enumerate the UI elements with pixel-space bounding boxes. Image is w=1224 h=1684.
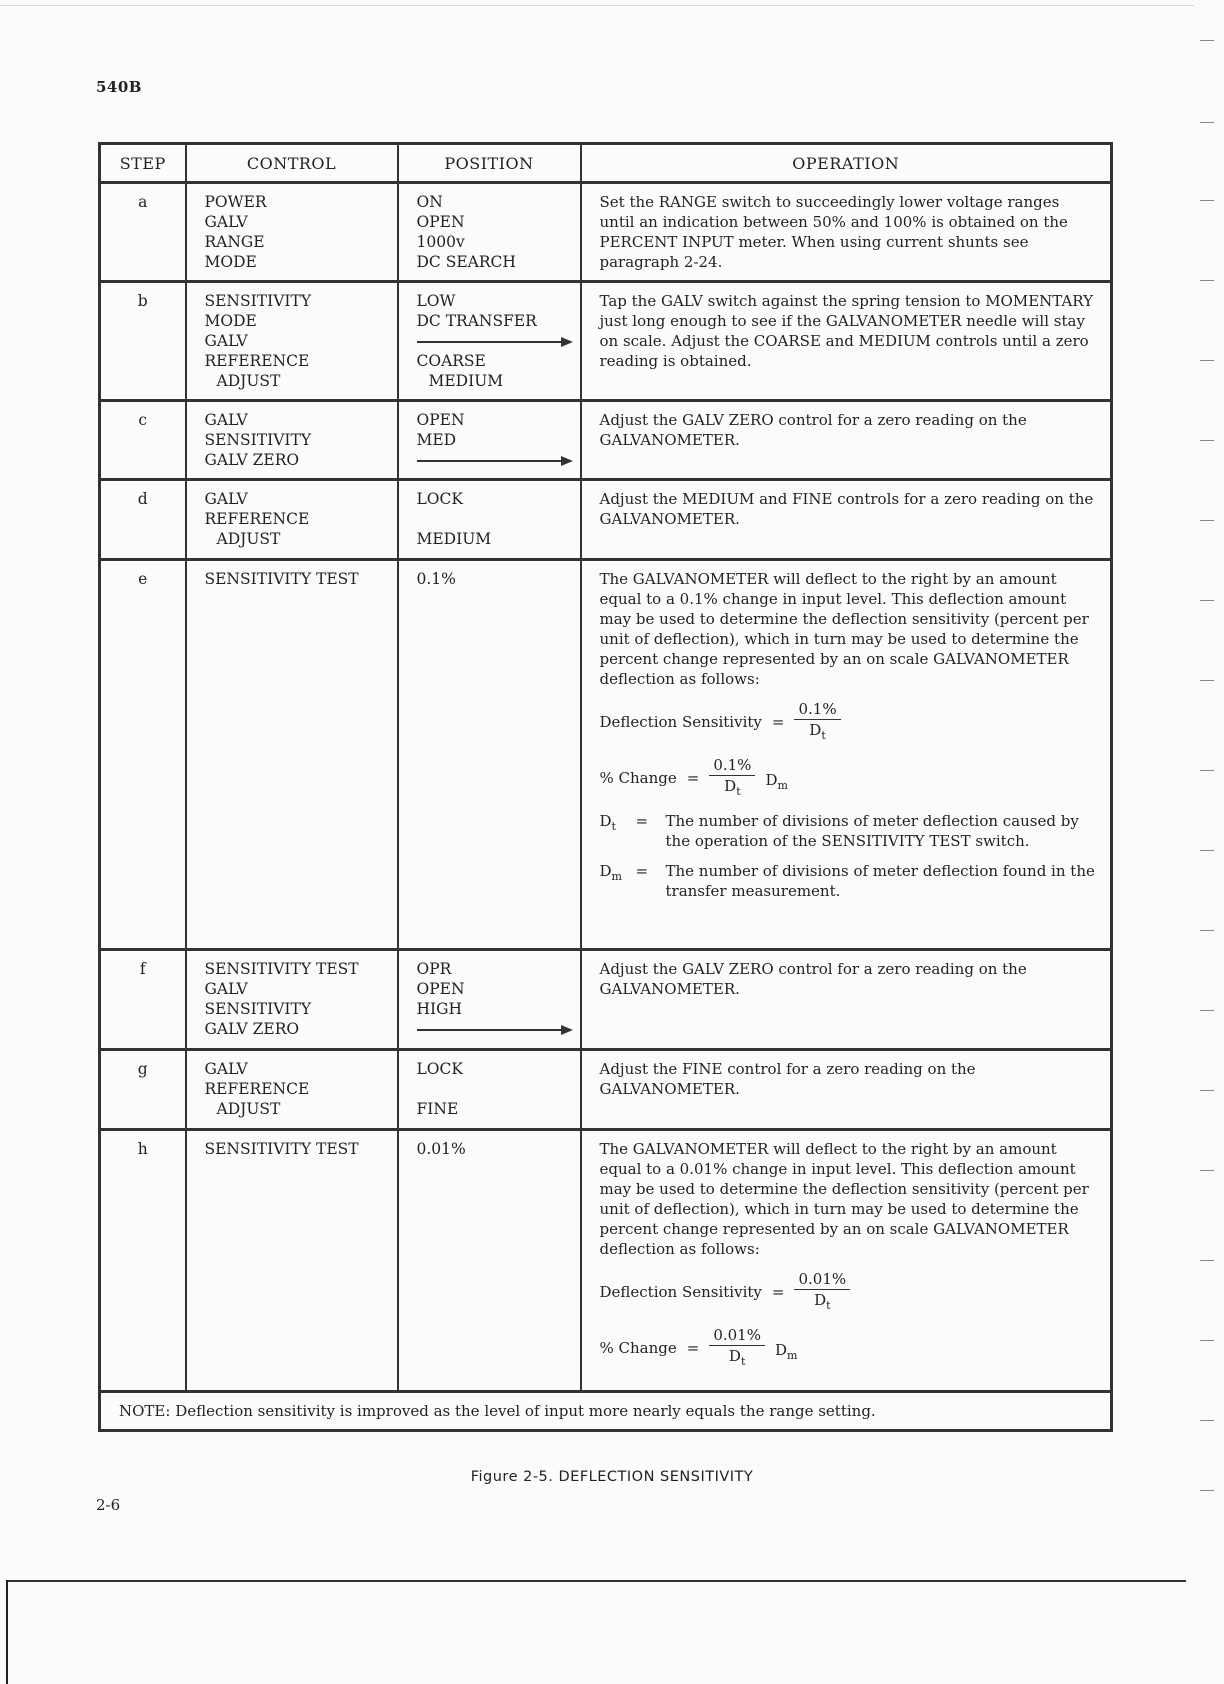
control-cell: [186, 480, 398, 560]
control-line: REFERENCE: [204, 510, 310, 528]
symbol-subscript: m: [787, 1349, 798, 1362]
control-cell: [186, 1130, 398, 1392]
operation-text: The GALVANOMETER will deflect to the right by an amount equal to a 0.1% change in input level. This deflection amount may be used to determine the deflection sensitivity (percent per unit of deflection), which in turn may be used to determine the percent change represented by an on scale GALVANOMETER deflection as follows:: [599, 570, 1089, 688]
margin-tick: [1200, 1420, 1214, 1421]
position-line: [417, 509, 568, 529]
definition-dt: [600, 811, 1099, 851]
symbol-subscript: m: [611, 870, 622, 883]
right-arrow-icon: [417, 1019, 573, 1039]
note-row: [100, 1392, 1112, 1431]
operation-cell: [581, 1130, 1112, 1392]
control-cell: [186, 950, 398, 1050]
numerator: 0.01%: [794, 1269, 850, 1290]
position-line: 0.1%: [416, 570, 456, 588]
operation-cell: Adjust the GALV ZERO control for a zero reading on the GALVANOMETER.: [581, 401, 1112, 480]
position-line: HIGH: [416, 1000, 463, 1018]
margin-tick: [1200, 40, 1214, 41]
position-line: MEDIUM: [428, 372, 504, 390]
position-line: LOW: [416, 292, 456, 310]
position-line: [417, 1079, 568, 1099]
margin-tick: [1200, 1170, 1214, 1171]
position-cell: [398, 950, 581, 1050]
table-row: [100, 560, 1112, 950]
control-line: SENSITIVITY TEST: [204, 960, 359, 978]
control-line: SENSITIVITY: [204, 292, 312, 310]
denominator: [810, 1290, 834, 1316]
control-line: SENSITIVITY TEST: [204, 1140, 359, 1158]
fraction: [794, 1269, 850, 1316]
symbol-base: D: [728, 1346, 741, 1365]
symbol-base: D: [599, 812, 612, 830]
definition-symbol: [600, 811, 636, 851]
definition-dm: [600, 861, 1099, 901]
margin-tick: [1200, 122, 1214, 123]
margin-tick: [1200, 850, 1214, 851]
position-line: OPR: [416, 960, 452, 978]
position-cell: [398, 183, 581, 282]
operation-cell: Adjust the MEDIUM and FINE controls for a zero reading on the GALVANOMETER.: [581, 480, 1112, 560]
denominator: [805, 720, 829, 746]
formula-label: % Change: [599, 1339, 677, 1357]
control-cell: [186, 282, 398, 401]
symbol-subscript: t: [821, 728, 826, 742]
numerator: 0.1%: [794, 699, 840, 720]
step-cell: d: [100, 480, 186, 560]
fraction: [794, 699, 840, 746]
margin-tick: [1200, 1340, 1214, 1341]
definition-text: The number of divisions of meter deflection found in the transfer measurement.: [665, 862, 1095, 900]
position-line: 0.01%: [416, 1140, 466, 1158]
margin-tick: [1200, 600, 1214, 601]
equals-sign: =: [635, 862, 649, 880]
table-row: [100, 282, 1112, 401]
denominator: [725, 1346, 749, 1372]
header-step: STEP: [100, 144, 186, 183]
position-line: DC SEARCH: [416, 253, 516, 271]
table-row: [100, 183, 1112, 282]
margin-tick: [1200, 200, 1214, 201]
operation-cell: Adjust the FINE control for a zero reading on the GALVANOMETER.: [581, 1050, 1112, 1130]
position-line: ON: [416, 193, 443, 211]
margin-tick: [1200, 680, 1214, 681]
fraction: [709, 1325, 765, 1372]
equals-sign: =: [771, 713, 785, 731]
symbol-base: D: [809, 720, 822, 739]
position-cell: [398, 560, 581, 950]
header-control: CONTROL: [186, 144, 398, 183]
control-line: GALV: [204, 411, 248, 429]
control-line: POWER: [204, 193, 267, 211]
left-edge-bar: [6, 1580, 8, 1684]
top-rule: [0, 5, 1194, 6]
denominator: [720, 776, 744, 802]
control-cell: [186, 560, 398, 950]
control-cell: [186, 401, 398, 480]
symbol-base: D: [814, 1290, 827, 1309]
margin-tick: [1200, 1090, 1214, 1091]
symbol-subscript: t: [736, 784, 741, 798]
formula-label: Deflection Sensitivity: [599, 1283, 762, 1301]
control-line: MODE: [204, 312, 257, 330]
position-line: OPEN: [416, 980, 465, 998]
equals-sign: =: [635, 812, 649, 830]
margin-tick: [1200, 280, 1214, 281]
step-cell: b: [100, 282, 186, 401]
numerator: 0.01%: [709, 1325, 765, 1346]
right-arrow-icon: [417, 331, 573, 351]
control-line: GALV: [204, 213, 248, 231]
control-line: GALV ZERO: [204, 451, 300, 469]
control-line: GALV: [204, 332, 248, 350]
fraction: [709, 755, 755, 802]
symbol-base: D: [765, 771, 778, 789]
operation-text: The GALVANOMETER will deflect to the right by an amount equal to a 0.01% change in input level. This deflection amount may be used to determine the deflection sensitivity (percent per unit of deflection), which in turn may be used to determine the percent change represented by an on scale GALVANOMETER deflection as follows:: [599, 1140, 1089, 1258]
control-line: SENSITIVITY: [204, 431, 312, 449]
position-line: 1000v: [416, 233, 465, 251]
control-line: ADJUST: [216, 372, 281, 390]
control-line: ADJUST: [216, 1100, 281, 1118]
multiplier: [765, 770, 787, 796]
header-operation: OPERATION: [581, 144, 1112, 183]
definition-symbol: [600, 861, 636, 901]
step-cell: a: [100, 183, 186, 282]
position-line: LOCK: [416, 490, 463, 508]
control-line: MODE: [204, 253, 257, 271]
margin-tick: [1200, 1260, 1214, 1261]
control-cell: [186, 183, 398, 282]
step-cell: f: [100, 950, 186, 1050]
control-line: REFERENCE: [204, 1080, 310, 1098]
step-cell: e: [100, 560, 186, 950]
control-line: REFERENCE: [204, 352, 310, 370]
table-row: [100, 1050, 1112, 1130]
operation-cell: Tap the GALV switch against the spring tension to MOMENTARY just long enough to see if the GALVANOMETER needle will stay on scale. Adjust the COARSE and MEDIUM controls until a zero reading is obtained.: [581, 282, 1112, 401]
table-row: [100, 950, 1112, 1050]
operation-cell: Set the RANGE switch to succeedingly lower voltage ranges until an indication between 50% and 100% is obtained on the PERCENT INPUT meter. When using current shunts see paragraph 2-24.: [581, 183, 1112, 282]
margin-tick: [1200, 360, 1214, 361]
header-position: POSITION: [398, 144, 581, 183]
sensitivity-formula: [600, 1269, 1099, 1315]
equals-sign: =: [686, 769, 700, 787]
position-line: FINE: [416, 1100, 459, 1118]
position-line: OPEN: [416, 411, 465, 429]
table-row: [100, 1130, 1112, 1392]
figure-caption: Figure 2-5. DEFLECTION SENSITIVITY: [470, 1469, 754, 1485]
deflection-sensitivity-table: [98, 142, 1113, 1432]
table-row: [100, 401, 1112, 480]
control-line: RANGE: [204, 233, 265, 251]
control-line: GALV: [204, 1060, 248, 1078]
numerator: 0.1%: [709, 755, 755, 776]
table-row: [100, 480, 1112, 560]
header-row: [100, 144, 1112, 183]
symbol-subscript: t: [611, 820, 616, 833]
equals-sign: =: [771, 1283, 785, 1301]
step-cell: h: [100, 1130, 186, 1392]
margin-tick: [1200, 440, 1214, 441]
sensitivity-formula: [600, 699, 1099, 745]
margin-tick: [1200, 770, 1214, 771]
percent-change-formula: [600, 755, 1099, 801]
equals-sign: =: [686, 1339, 700, 1357]
position-line: OPEN: [416, 213, 465, 231]
position-cell: [398, 480, 581, 560]
margin-tick: [1200, 1010, 1214, 1011]
operation-cell: Adjust the GALV ZERO control for a zero reading on the GALVANOMETER.: [581, 950, 1112, 1050]
position-line: COARSE: [416, 352, 486, 370]
control-line: SENSITIVITY: [204, 1000, 312, 1018]
bottom-rule: [6, 1580, 1186, 1582]
position-cell: [398, 1130, 581, 1392]
right-arrow-icon: [417, 450, 573, 470]
step-cell: c: [100, 401, 186, 480]
control-line: GALV: [204, 490, 248, 508]
control-line: ADJUST: [216, 530, 281, 548]
margin-tick: [1200, 930, 1214, 931]
margin-tick-marks: [1184, 30, 1214, 1510]
percent-change-formula: [600, 1325, 1099, 1371]
position-line: MED: [416, 431, 457, 449]
operation-cell: [581, 560, 1112, 950]
margin-tick: [1200, 1490, 1214, 1491]
formula-label: Deflection Sensitivity: [599, 713, 762, 731]
symbol-base: D: [599, 862, 612, 880]
multiplier: [775, 1340, 797, 1366]
formula-label: % Change: [599, 769, 677, 787]
step-cell: g: [100, 1050, 186, 1130]
position-cell: [398, 282, 581, 401]
control-cell: [186, 1050, 398, 1130]
position-line: DC TRANSFER: [416, 312, 537, 330]
definition-text: The number of divisions of meter deflection caused by the operation of the SENSITIVITY TEST switch.: [665, 812, 1079, 850]
page-id: 540B: [96, 78, 142, 96]
note-text: NOTE: Deflection sensitivity is improved as the level of input more nearly equals the range setting.: [100, 1392, 1112, 1431]
control-line: SENSITIVITY TEST: [204, 570, 359, 588]
symbol-base: D: [774, 1341, 788, 1359]
page-number: 2-6: [96, 1496, 121, 1514]
symbol-subscript: t: [826, 1298, 831, 1312]
symbol-subscript: m: [777, 779, 788, 792]
position-cell: [398, 1050, 581, 1130]
control-line: GALV: [204, 980, 248, 998]
symbol-subscript: t: [740, 1354, 746, 1368]
position-cell: [398, 401, 581, 480]
margin-tick: [1200, 520, 1214, 521]
position-line: MEDIUM: [416, 530, 492, 548]
position-line: LOCK: [416, 1060, 463, 1078]
control-line: GALV ZERO: [204, 1020, 300, 1038]
symbol-base: D: [724, 776, 737, 795]
